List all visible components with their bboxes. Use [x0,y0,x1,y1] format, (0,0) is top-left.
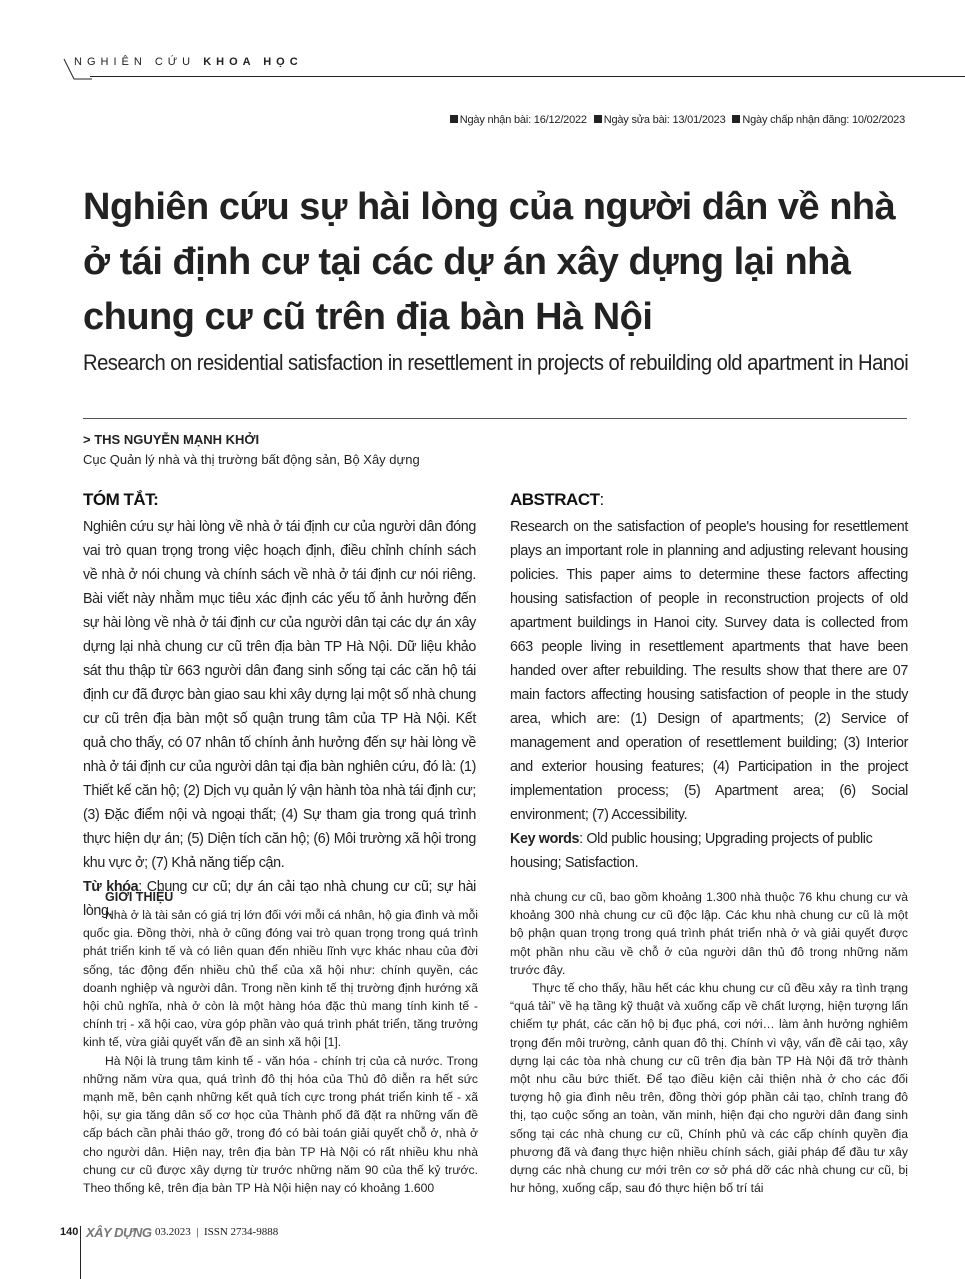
footer-rule [80,1226,81,1279]
body-paragraph: Nhà ở là tài sản có giá trị lớn đối với mỗi cá nhân, hộ gia đình và mỗi quốc gia. Đồng thời, nhà ở cũng đóng vai trò quan trọng trong quá trình phát triển kinh tế và có liên quan đến nhiều lĩnh vực khác nhau của đời sống, tác động đến nhiều chủ thể của xã hội như: chính quyền, các doanh nghiệp và người dân. Trong nền kinh tế thị trường định hướng xã hội chủ nghĩa, nhà ở còn là một hàng hóa đặc thù mang tính kinh tế - chính trị - xã hội cao, vừa góp phần vào quá trình phát triển, tăng trưởng kinh tế, vừa giải quyết vấn đề an sinh xã hội [1]. [83,908,478,1050]
summary-en-heading-text: ABSTRACT [510,490,600,509]
article-title: Nghiên cứu sự hài lòng của người dân về nhà ở tái định cư tại các dự án xây dựng lại nhà chung cư cũ trên địa bàn Hà Nội [83,186,896,338]
summary-vi-heading: TÓM TẮT: [83,490,159,509]
date-accepted: Ngày chấp nhận đăng: 10/02/2023 [742,114,905,126]
body-column-left [83,888,478,1197]
body-paragraph: Hà Nội là trung tâm kinh tế - văn hóa - chính trị của cả nước. Trong những năm vừa qua, quá trình đô thị hóa của Thủ đô diễn ra hết sức mạnh mẽ, bên cạnh những kết quả tích cực trong phát triển kinh tế - xã hội, sự gia tăng dân số cơ học của Thành phố đã đặt ra những vấn đề cấp bách cần phải tháo gỡ, trong đó có bài toán giải quyết chỗ ở, nhà ở cho người dân. Hiện nay, trên địa bàn TP Hà Nội có rất nhiều khu nhà chung cư cũ được xây dựng từ trước những năm 90 của thế kỷ trước. Theo thống kê, trên địa bàn TP Hà Nội hiện nay có khoảng 1.600 [83,1053,478,1196]
section-tag [74,56,303,78]
date-received: Ngày nhận bài: 16/12/2022 [459,114,587,126]
keywords-label: Từ khóa [83,879,139,895]
body-column-right [510,888,908,1197]
summary-vi [83,490,476,923]
article-subtitle-en: Research on residential satisfaction in resettlement in projects of rebuilding old apartment in Hanoi [83,350,909,375]
heading-colon: : [599,490,604,509]
summary-en-text: Research on the satisfaction of people's housing for resettlement plays an important role in planning and adjusting relevant housing policies. This paper aims to determine these factors affecting housing satisfaction of people in reconstruction projects of old apartment buildings in Hanoi city. Survey data is collected from 663 people living in resettlement apartments that have been handed over after rebuilding. The results show that there are 07 main factors affecting housing satisfaction of people in the study area, which are: (1) Design of apartments; (2) Service of management and operation of resettlement building; (3) Interior and exterior housing features; (4) Participation in the project implementation process; (5) Apartment area; (6) Social environment; (7) Accessibility. [510,519,908,823]
summary-vi-text: Nghiên cứu sự hài lòng về nhà ở tái định cư của người dân đóng vai trò quan trọng trong việc hoạch định, điều chỉnh chính sách về nhà ở nói chung và chính sách về nhà ở tái định cư nói riêng. Bài viết này nhằm mục tiêu xác định các yếu tố ảnh hưởng đến sự hài lòng về nhà ở tái định cư của người dân tại các dự án xây dựng lại nhà chung cư cũ trên địa bàn TP Hà Nội. Dữ liệu khảo sát thu thập từ 663 người dân đang sinh sống tại các căn hộ tái định cư đã được bàn giao sau khi xây dựng lại một số nhà chung cư cũ trên địa bàn một số quận trung tâm của TP Hà Nội. Kết quả cho thấy, có 07 nhân tố chính ảnh hưởng đến sự hài lòng về nhà ở tái định cư của người dân tại địa bàn nghiên cứu, đó là: (1) Thiết kế căn hộ; (2) Dịch vụ quản lý vận hành tòa nhà tái định cư; (3) Đặc điểm nội và ngoại thất; (4) Sự tham gia trong quá trình thực hiện dự án; (5) Diện tích căn hộ; (6) Môi trường xã hội trong khu vực ở; (7) Khả năng tiếp cận. [83,519,476,871]
author-affiliation: Cục Quản lý nhà và thị trường bất động sản, Bộ Xây dựng [83,452,420,467]
keywords-text: : Chung cư cũ; dự án cải tạo nhà chung cư cũ; sự hài lòng. [83,879,476,919]
body-paragraph: nhà chung cư cũ, bao gồm khoảng 1.300 nhà thuộc 76 khu chung cư và khoảng 300 nhà chung cư cũ độc lập. Các khu nhà chung cư cũ là một bộ phận quan trọng trong quá trình phát triển nhà ở và giải quyết được một phần nhu cầu về chỗ ở của người dân thủ đô trong những năm trước đây. [510,890,908,977]
title-divider [83,418,907,419]
bullet-square-icon [594,115,602,123]
summary-en [510,490,908,875]
section-tag-bold: KHOA HỌC [203,56,303,68]
page-number: 140 [60,1226,79,1238]
summary-en-keywords [510,827,908,875]
magazine-logo: XÂY DỰNG [86,1225,152,1240]
summary-en-heading [510,490,908,510]
header-rule [90,76,965,77]
section-heading-intro: GIỚI THIỆU [105,890,174,904]
article-dates [446,114,905,126]
keywords-label: Key words [510,831,580,847]
date-revised: Ngày sửa bài: 13/01/2023 [603,114,726,126]
issue-info: 03.2023 | ISSN 2734-9888 [155,1226,279,1238]
section-tag-light: NGHIÊN CỨU [74,56,196,68]
bullet-square-icon [732,115,740,123]
keywords-text: : Old public housing; Upgrading projects of public housing; Satisfaction. [510,831,873,871]
author-name: > THS NGUYỄN MẠNH KHỞI [83,432,260,447]
body-paragraph: Thực tế cho thấy, hầu hết các khu chung cư cũ đều xảy ra tình trạng “quá tải” về hạ tầng kỹ thuật và xuống cấp về chất lượng, hiện tượng lấn chiếm tự phát, các căn hộ bị đục phá, cơi nới… làm ảnh hưởng nghiêm trọng đến môi trường, cảnh quan đô thị. Chính vì vậy, vấn đề cải tạo, xây dựng lại các tòa nhà chung cư cũ trên địa bàn TP Hà Nội đã trở thành một nhu cầu bức thiết. Để tạo điều kiện cải thiện nhà ở cho các đối tượng hộ gia đình nêu trên, đồng thời góp phần cải tạo, chỉnh trang đô thị, tạo cuộc sống an toàn, văn minh, hiện đại cho người dân đang sinh sống tại các nhà chung cư cũ, Chính phủ và các cấp chính quyền địa phương đã và đang thực hiện nhiều chính sách, giải pháp để đầu tư xây dựng các nhà chung cư mới trên cơ sở phá dỡ các nhà chung cư cũ, bị hư hỏng, xuống cấp, sau đó thực hiện bố trí tái [510,981,908,1196]
bullet-square-icon [450,115,458,123]
